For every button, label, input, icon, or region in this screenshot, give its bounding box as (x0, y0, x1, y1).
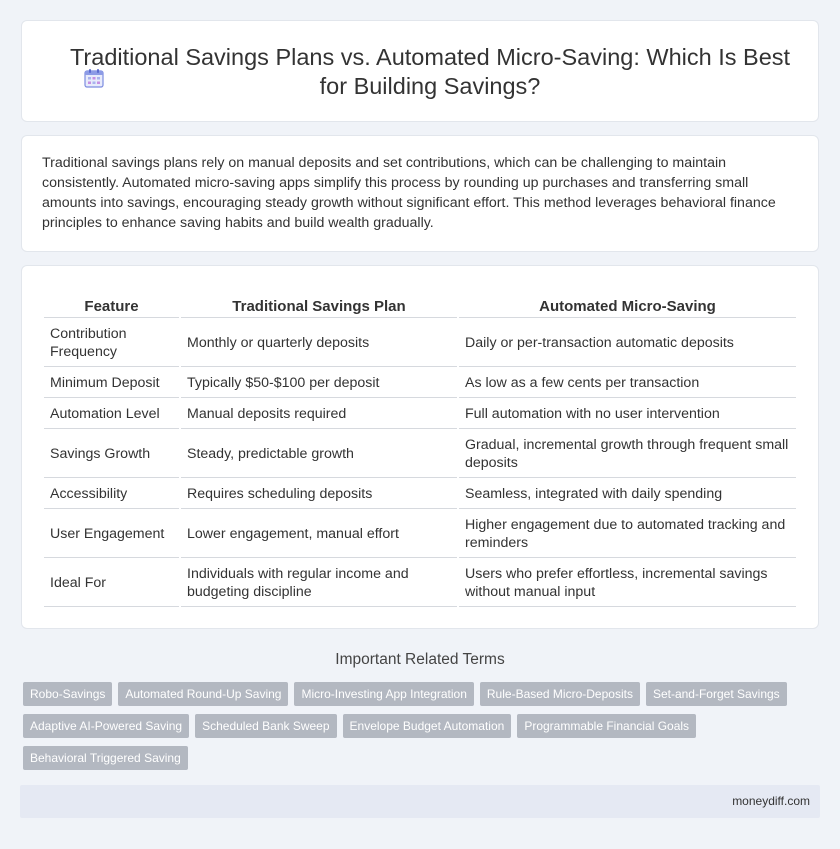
feature-cell: Minimum Deposit (44, 369, 179, 398)
feature-cell: Accessibility (44, 480, 179, 509)
table-row (44, 431, 796, 478)
column-header-traditional: Traditional Savings Plan (181, 298, 457, 318)
automated-cell: Users who prefer effortless, incremental savings without manual input (459, 560, 796, 607)
feature-cell: Automation Level (44, 400, 179, 429)
footer (20, 785, 820, 818)
automated-cell: Gradual, incremental growth through frequent small deposits (459, 431, 796, 478)
table-row (44, 560, 796, 607)
related-terms-heading: Important Related Terms (335, 651, 505, 668)
page-title: Traditional Savings Plans vs. Automated Micro-Saving: Which Is Best for Building Savings? (69, 44, 791, 99)
traditional-cell: Manual deposits required (181, 400, 457, 429)
tag-scheduled-bank-sweep[interactable]: Scheduled Bank Sweep (195, 714, 336, 738)
tag-robo-savings[interactable]: Robo-Savings (23, 682, 112, 706)
intro-card (21, 135, 819, 252)
tag-envelope-budget-automation[interactable]: Envelope Budget Automation (343, 714, 512, 738)
tag-programmable-financial-goals[interactable]: Programmable Financial Goals (517, 714, 696, 738)
title-card (21, 20, 819, 122)
intro-paragraph: Traditional savings plans rely on manual deposits and set contributions, which can be challenging to maintain consistently. Automated micro-saving apps simplify this process by rounding up purchases and transferring small amounts into savings, encouraging steady growth without significant effort. This method leverages behavioral finance principles to enhance saving habits and build wealth gradually. (42, 155, 776, 231)
table-row (44, 320, 796, 367)
tag-set-and-forget-savings[interactable]: Set-and-Forget Savings (646, 682, 787, 706)
table-row (44, 480, 796, 509)
table-row (44, 400, 796, 429)
traditional-cell: Steady, predictable growth (181, 431, 457, 478)
feature-cell: Savings Growth (44, 431, 179, 478)
traditional-cell: Monthly or quarterly deposits (181, 320, 457, 367)
automated-cell: As low as a few cents per transaction (459, 369, 796, 398)
table-row (44, 511, 796, 558)
feature-cell: Ideal For (44, 560, 179, 607)
tag-adaptive-ai-powered-saving[interactable]: Adaptive AI-Powered Saving (23, 714, 189, 738)
table-header-row (44, 298, 796, 318)
comparison-table (42, 296, 798, 609)
table-row (44, 369, 796, 398)
automated-cell: Daily or per-transaction automatic deposits (459, 320, 796, 367)
traditional-cell: Lower engagement, manual effort (181, 511, 457, 558)
automated-cell: Higher engagement due to automated tracking and reminders (459, 511, 796, 558)
tag-behavioral-triggered-saving[interactable]: Behavioral Triggered Saving (23, 746, 188, 770)
site-name[interactable]: moneydiff.com (732, 794, 810, 808)
related-terms-list (23, 682, 823, 778)
traditional-cell: Typically $50-$100 per deposit (181, 369, 457, 398)
automated-cell: Full automation with no user intervention (459, 400, 796, 429)
comparison-card (21, 265, 819, 629)
tag-automated-round-up-saving[interactable]: Automated Round-Up Saving (118, 682, 288, 706)
column-header-feature: Feature (44, 298, 179, 318)
feature-cell: User Engagement (44, 511, 179, 558)
automated-cell: Seamless, integrated with daily spending (459, 480, 796, 509)
feature-cell: Contribution Frequency (44, 320, 179, 367)
column-header-automated: Automated Micro-Saving (459, 298, 796, 318)
traditional-cell: Individuals with regular income and budgeting discipline (181, 560, 457, 607)
traditional-cell: Requires scheduling deposits (181, 480, 457, 509)
tag-rule-based-micro-deposits[interactable]: Rule-Based Micro-Deposits (480, 682, 640, 706)
tag-micro-investing-app-integration[interactable]: Micro-Investing App Integration (294, 682, 473, 706)
